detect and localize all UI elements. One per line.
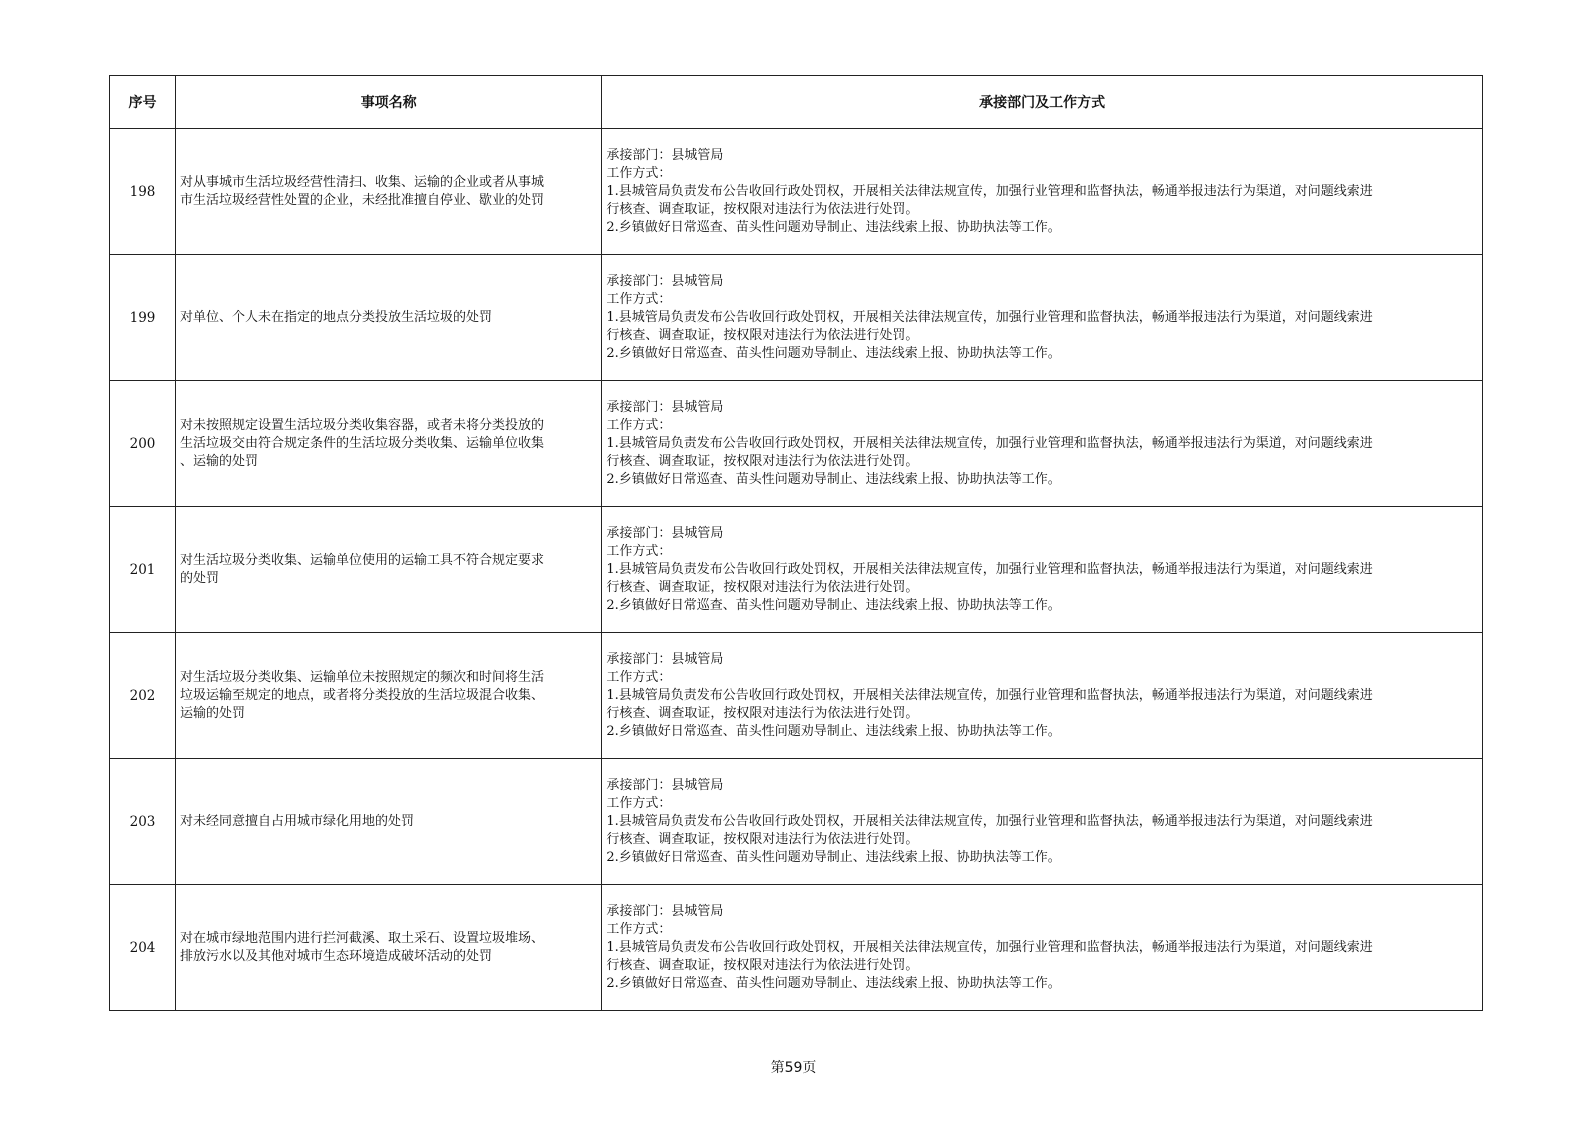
item-name-line: 生活垃圾交由符合规定条件的生活垃圾分类收集、运输单位收集 [180, 435, 545, 451]
dept-method-line: 行核查、调查取证，按权限对违法行为依法进行处罚。 [606, 453, 919, 469]
dept-method [602, 381, 1483, 507]
row-number: 201 [110, 507, 176, 633]
table-body [110, 129, 1483, 1011]
table-row [110, 129, 1483, 255]
dept-method [602, 255, 1483, 381]
item-name-line: 、运输的处罚 [180, 453, 259, 469]
page-number: 第59页 [770, 1060, 817, 1076]
dept-method-line: 行核查、调查取证，按权限对违法行为依法进行处罚。 [606, 579, 919, 595]
item-name-line: 对未经同意擅自占用城市绿化用地的处罚 [180, 813, 415, 829]
row-number: 203 [110, 759, 176, 885]
item-name [176, 381, 602, 507]
dept-method [602, 129, 1483, 255]
dept-method-line: 1.县城管局负责发布公告收回行政处罚权，开展相关法律法规宣传，加强行业管理和监督执法，畅通举报违法行为渠道，对问题线索进 [606, 309, 1373, 325]
item-name [176, 759, 602, 885]
header-no: 序号 [110, 76, 176, 129]
header-item-name: 事项名称 [176, 76, 602, 129]
dept-method-line: 承接部门：县城管局 [606, 525, 724, 541]
dept-method-line: 1.县城管局负责发布公告收回行政处罚权，开展相关法律法规宣传，加强行业管理和监督执法，畅通举报违法行为渠道，对问题线索进 [606, 183, 1373, 199]
dept-method-line: 2.乡镇做好日常巡查、苗头性问题劝导制止、违法线索上报、协助执法等工作。 [606, 723, 1061, 739]
table-row [110, 759, 1483, 885]
dept-method-line: 承接部门：县城管局 [606, 651, 724, 667]
item-name-line: 对在城市绿地范围内进行拦河截溪、取土采石、设置垃圾堆场、 [180, 930, 545, 946]
item-name-line: 市生活垃圾经营性处置的企业，未经批准擅自停业、歇业的处罚 [180, 192, 545, 208]
item-name-line: 的处罚 [180, 570, 220, 586]
row-number: 200 [110, 381, 176, 507]
row-number: 204 [110, 885, 176, 1011]
dept-method-line: 2.乡镇做好日常巡查、苗头性问题劝导制止、违法线索上报、协助执法等工作。 [606, 975, 1061, 991]
dept-method-line: 行核查、调查取证，按权限对违法行为依法进行处罚。 [606, 201, 919, 217]
item-name [176, 129, 602, 255]
item-name-line: 垃圾运输至规定的地点，或者将分类投放的生活垃圾混合收集、 [180, 687, 545, 703]
dept-method-line: 承接部门：县城管局 [606, 273, 724, 289]
table-header-row [110, 76, 1483, 129]
dept-method [602, 633, 1483, 759]
table-row [110, 885, 1483, 1011]
dept-method-line: 工作方式： [606, 291, 672, 307]
dept-method-line: 承接部门：县城管局 [606, 903, 724, 919]
item-name-line: 排放污水以及其他对城市生态环境造成破坏活动的处罚 [180, 948, 493, 964]
dept-method-line: 2.乡镇做好日常巡查、苗头性问题劝导制止、违法线索上报、协助执法等工作。 [606, 597, 1061, 613]
dept-method-line: 1.县城管局负责发布公告收回行政处罚权，开展相关法律法规宣传，加强行业管理和监督执法，畅通举报违法行为渠道，对问题线索进 [606, 687, 1373, 703]
item-name-line: 对未按照规定设置生活垃圾分类收集容器，或者未将分类投放的 [180, 417, 545, 433]
dept-method-line: 1.县城管局负责发布公告收回行政处罚权，开展相关法律法规宣传，加强行业管理和监督执法，畅通举报违法行为渠道，对问题线索进 [606, 435, 1373, 451]
dept-method-line: 1.县城管局负责发布公告收回行政处罚权，开展相关法律法规宣传，加强行业管理和监督执法，畅通举报违法行为渠道，对问题线索进 [606, 561, 1373, 577]
item-name [176, 885, 602, 1011]
header-dept-method: 承接部门及工作方式 [602, 76, 1483, 129]
dept-method-line: 行核查、调查取证，按权限对违法行为依法进行处罚。 [606, 327, 919, 343]
dept-method-line: 工作方式： [606, 165, 672, 181]
dept-method-line: 1.县城管局负责发布公告收回行政处罚权，开展相关法律法规宣传，加强行业管理和监督执法，畅通举报违法行为渠道，对问题线索进 [606, 939, 1373, 955]
dept-method-line: 2.乡镇做好日常巡查、苗头性问题劝导制止、违法线索上报、协助执法等工作。 [606, 345, 1061, 361]
table-row [110, 381, 1483, 507]
dept-method-line: 工作方式： [606, 417, 672, 433]
dept-method-line: 承接部门：县城管局 [606, 399, 724, 415]
dept-method-line: 承接部门：县城管局 [606, 777, 724, 793]
item-name [176, 507, 602, 633]
dept-method [602, 885, 1483, 1011]
dept-method-line: 2.乡镇做好日常巡查、苗头性问题劝导制止、违法线索上报、协助执法等工作。 [606, 849, 1061, 865]
item-name [176, 255, 602, 381]
dept-method-line: 承接部门：县城管局 [606, 147, 724, 163]
table-row [110, 255, 1483, 381]
row-number: 198 [110, 129, 176, 255]
item-name-line: 对单位、个人未在指定的地点分类投放生活垃圾的处罚 [180, 309, 493, 325]
item-name-line: 运输的处罚 [180, 705, 246, 721]
dept-method-line: 行核查、调查取证，按权限对违法行为依法进行处罚。 [606, 957, 919, 973]
row-number: 202 [110, 633, 176, 759]
dept-method-line: 1.县城管局负责发布公告收回行政处罚权，开展相关法律法规宣传，加强行业管理和监督执法，畅通举报违法行为渠道，对问题线索进 [606, 813, 1373, 829]
dept-method [602, 759, 1483, 885]
item-table [109, 75, 1483, 1011]
dept-method-line: 工作方式： [606, 669, 672, 685]
item-name [176, 633, 602, 759]
dept-method-line: 行核查、调查取证，按权限对违法行为依法进行处罚。 [606, 831, 919, 847]
table-row [110, 507, 1483, 633]
dept-method-line: 2.乡镇做好日常巡查、苗头性问题劝导制止、违法线索上报、协助执法等工作。 [606, 219, 1061, 235]
dept-method-line: 工作方式： [606, 795, 672, 811]
dept-method-line: 工作方式： [606, 921, 672, 937]
dept-method [602, 507, 1483, 633]
row-number: 199 [110, 255, 176, 381]
dept-method-line: 工作方式： [606, 543, 672, 559]
item-name-line: 对生活垃圾分类收集、运输单位使用的运输工具不符合规定要求 [180, 552, 545, 568]
dept-method-line: 2.乡镇做好日常巡查、苗头性问题劝导制止、违法线索上报、协助执法等工作。 [606, 471, 1061, 487]
item-name-line: 对生活垃圾分类收集、运输单位未按照规定的频次和时间将生活 [180, 669, 545, 685]
table-row [110, 633, 1483, 759]
dept-method-line: 行核查、调查取证，按权限对违法行为依法进行处罚。 [606, 705, 919, 721]
item-name-line: 对从事城市生活垃圾经营性清扫、收集、运输的企业或者从事城 [180, 174, 545, 190]
